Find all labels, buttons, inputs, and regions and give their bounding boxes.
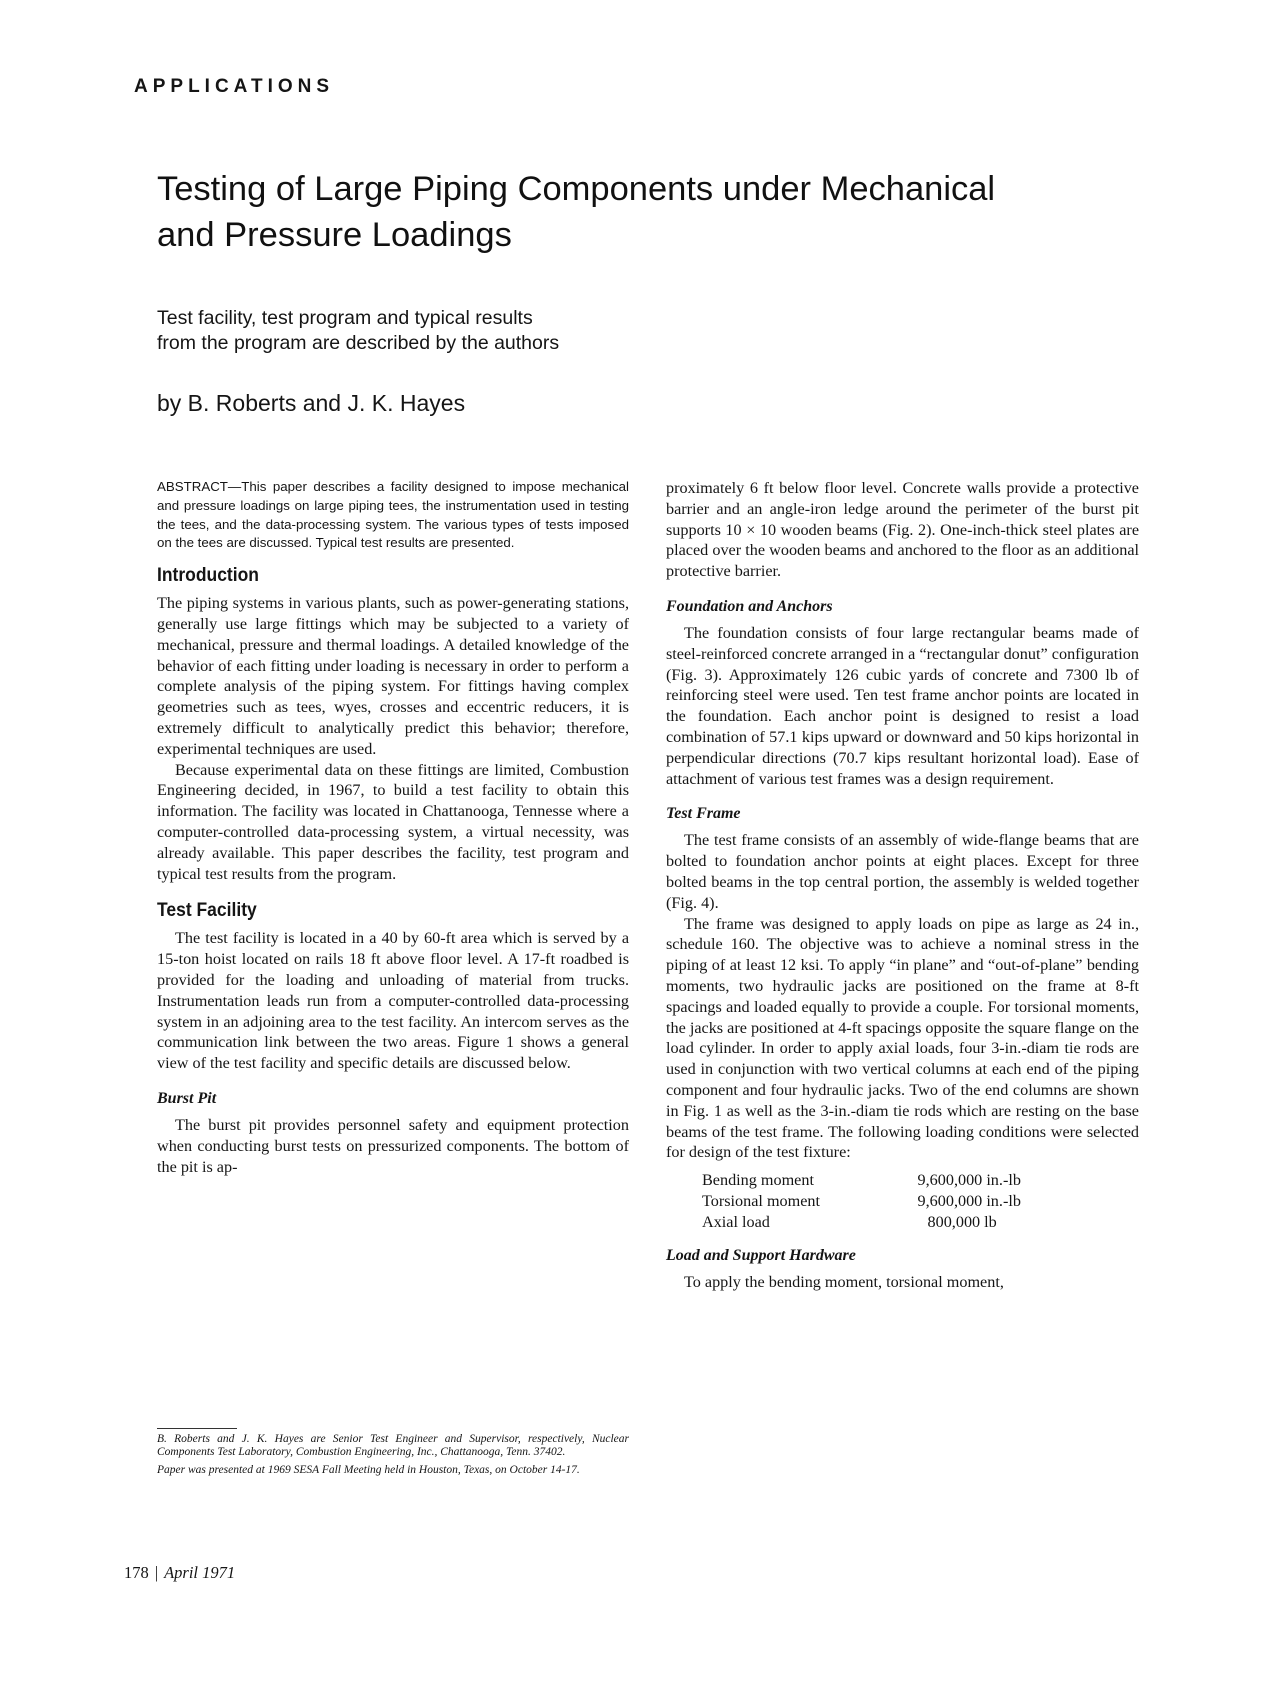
abstract: ABSTRACT—This paper describes a facility designed to impose mechanical and pressure loadings on large piping tees, the instrumentation used in testing the tees, and the data-processing system. The various types of tests imposed on the tees are discussed. Typical test results are presented. <box>157 479 629 551</box>
load-value: 9,600,000 in.-lb <box>917 1171 1021 1190</box>
right-column <box>666 478 1139 1293</box>
test-facility-heading: Test Facility <box>157 900 257 922</box>
test-frame-paragraph-2: The frame was designed to apply loads on pipe as large as 24 in., schedule 160. The objective was to achieve a nominal stress in the piping of at least 12 ksi. To apply “in plane” and “out-of-plane” bending moments, two hydraulic jacks are positioned on the frame at 8-ft spacings and loaded equally to provide a couple. For torsional moments, the jacks are positioned at 4-ft spacings opposite the square flange on the load cylinder. In order to apply axial loads, four 3-in.-diam tie rods are used in conjunction with two vertical columns at each end of the piping component and four hydraulic jacks. Two of the end columns are shown in Fig. 1 as well as the 3-in.-diam tie rods which are resting on the base beams of the test frame. The following loading conditions were selected for design of the test fixture: <box>666 914 1139 1162</box>
load-support-heading: Load and Support Hardware <box>666 1247 856 1265</box>
table-row <box>702 1191 1102 1212</box>
left-column <box>157 478 629 1177</box>
test-frame-paragraph-1: The test frame consists of an assembly of wide-flange beams that are bolted to foundation anchor points at eight places. Except for three bolted beams in the top central portion, the assembly is welded together (Fig. 4). <box>666 831 1139 912</box>
section-label: APPLICATIONS <box>134 76 335 97</box>
foundation-paragraph: The foundation consists of four large rectangular beams made of steel-reinforced concrete arranged in a “rectangular donut” configuration (Fig. 3). Approximately 126 cubic yards of concrete and 7300 lb of reinforcing steel were used. Ten test frame anchor points are located in the foundation. Each anchor point is designed to resist a load combination of 57.1 kips upward or downward and 50 kips horizontal in perpendicular directions (70.7 kips resultant horizontal load). Ease of attachment of various test frames was a design requirement. <box>666 623 1139 788</box>
article-title <box>157 166 1137 258</box>
footnotes <box>157 1428 629 1482</box>
introduction-paragraph-1: The piping systems in various plants, such as power-generating stations, generally use large fittings which may be subjected to a variety of mechanical, pressure and thermal loadings. A detailed knowledge of the behavior of each fitting under loading is necessary in order to perform a complete analysis of the piping system. For fittings having complex geometries such as tees, wyes, crosses and eccentric reducers, it is extremely difficult to analytically predict this behavior; therefore, experimental techniques are used. <box>157 594 629 758</box>
page-folio <box>124 1563 235 1583</box>
load-support-paragraph: To apply the bending moment, torsional moment, <box>684 1273 1004 1292</box>
introduction-heading: Introduction <box>157 565 259 587</box>
load-value: 800,000 lb <box>927 1213 997 1232</box>
load-label: Axial load <box>702 1213 770 1232</box>
loading-conditions-table <box>702 1170 1102 1233</box>
table-row <box>702 1170 1102 1191</box>
burst-pit-heading: Burst Pit <box>157 1089 217 1107</box>
author-byline: by B. Roberts and J. K. Hayes <box>157 390 466 416</box>
article-title-line-1: Testing of Large Piping Components under Mechanical <box>157 170 996 208</box>
burst-pit-paragraph-start: The burst pit provides personnel safety and equipment protection when conducting burst tests on pressurized components. The bottom of the pit is ap- <box>157 1115 629 1176</box>
load-label: Bending moment <box>702 1171 814 1190</box>
footnote-divider <box>157 1428 237 1429</box>
burst-pit-paragraph-continued: proximately 6 ft below floor level. Concrete walls provide a protective barrier and an angle-iron ledge around the perimeter of the burst pit supports 10 × 10 wooden beams (Fig. 2). One-inch-thick steel plates are placed over the wooden beams and anchored to the floor as an additional protective barrier. <box>666 479 1139 581</box>
author-affiliation-footnote: B. Roberts and J. K. Hayes are Senior Test Engineer and Supervisor, respectively, Nuclear Components Test Laboratory, Combustion Engineering, Inc., Chattanooga, Tenn. 37402. <box>157 1433 629 1458</box>
page-number: 178 <box>124 1563 149 1582</box>
article-subtitle <box>157 306 717 356</box>
issue-date: April 1971 <box>164 1563 236 1582</box>
table-row <box>702 1212 1102 1233</box>
article-subtitle-line-1: Test facility, test program and typical results <box>157 307 533 329</box>
load-value: 9,600,000 in.-lb <box>917 1192 1021 1211</box>
test-facility-paragraph: The test facility is located in a 40 by 60-ft area which is served by a 15-ton hoist located on rails 18 ft above floor level. A 17-ft roadbed is provided for the loading and unloading of material from trucks. Instrumentation leads run from a computer-controlled data-processing system in an adjoining area to the test facility. An intercom serves as the communication link between the two areas. Figure 1 shows a general view of the test facility and specific details are discussed below. <box>157 929 629 1073</box>
folio-separator: | <box>154 1563 159 1582</box>
article-subtitle-line-2: from the program are described by the authors <box>157 332 560 354</box>
load-label: Torsional moment <box>702 1192 821 1211</box>
article-title-line-2: and Pressure Loadings <box>157 216 512 254</box>
test-frame-heading: Test Frame <box>666 805 741 823</box>
presentation-footnote: Paper was presented at 1969 SESA Fall Meeting held in Houston, Texas, on October 14-17. <box>157 1464 580 1476</box>
foundation-heading: Foundation and Anchors <box>666 597 833 615</box>
introduction-paragraph-2: Because experimental data on these fittings are limited, Combustion Engineering decided, in 1967, to build a test facility to obtain this information. The facility was located in Chattanooga, Tennesse where a computer-controlled data-processing system, a virtual necessity, was already available. This paper describes the facility, test program and typical test results from the program. <box>157 760 629 883</box>
